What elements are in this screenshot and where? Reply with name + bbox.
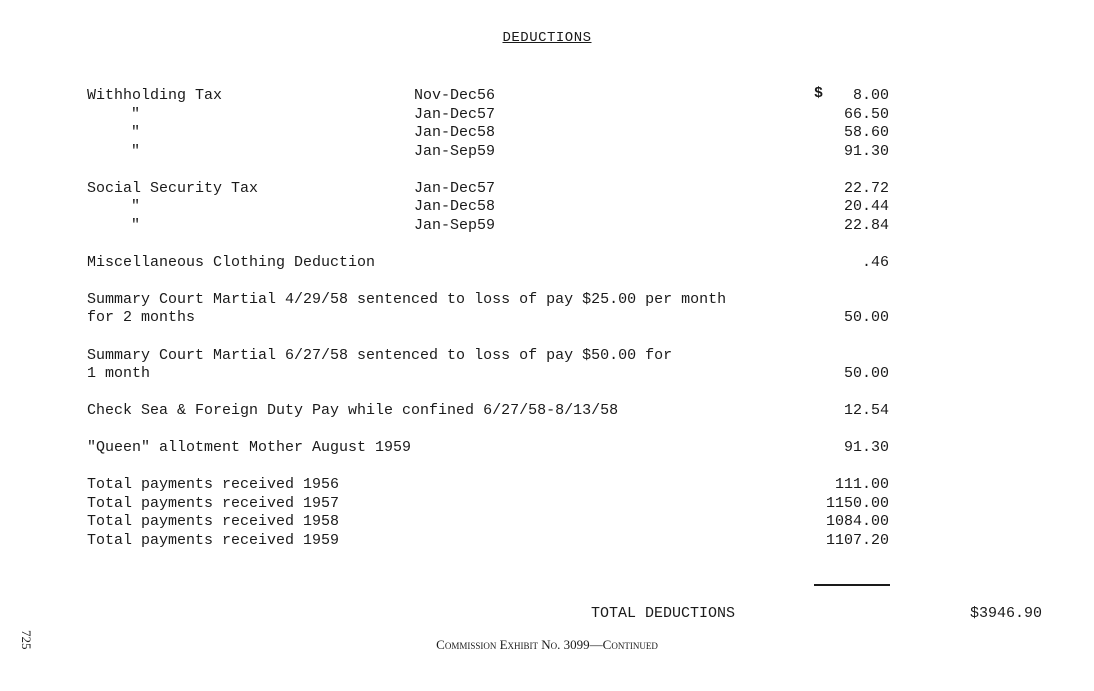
court-martial-1-line1: Summary Court Martial 4/29/58 sentenced to loss of pay $25.00 per month [87,291,727,308]
clothing-deduction-label: Miscellaneous Clothing Deduction [87,254,376,271]
dollar-sign: $ [814,85,824,102]
social-security-amount-3: 22.84 [843,217,889,234]
total-deductions-amount: $3946.90 [970,605,1043,622]
court-martial-1-amount: 50.00 [843,309,889,326]
court-martial-2-amount: 50.00 [843,365,889,382]
withholding-amount-2: 66.50 [843,106,889,123]
check-sea-amount: 12.54 [843,402,889,419]
allotment-label: "Queen" allotment Mother August 1959 [87,439,412,456]
allotment-amount: 91.30 [843,439,889,456]
ditto-mark: " [131,124,141,141]
payments-amount-1957: 1150.00 [825,495,889,512]
total-rule [814,584,890,586]
withholding-amount-3: 58.60 [843,124,889,141]
total-deductions-label: TOTAL DEDUCTIONS [591,605,736,622]
payments-label-1957: Total payments received 1957 [87,495,340,512]
ditto-mark: " [131,217,141,234]
withholding-amount-4: 91.30 [843,143,889,160]
check-sea-label: Check Sea & Foreign Duty Pay while confined 6/27/58-8/13/58 [87,402,619,419]
payments-amount-1958: 1084.00 [825,513,889,530]
withholding-period-4: Jan-Sep59 [414,143,496,160]
withholding-tax-label: Withholding Tax [87,87,223,104]
payments-label-1958: Total payments received 1958 [87,513,340,530]
social-security-period-3: Jan-Sep59 [414,217,496,234]
social-security-amount-2: 20.44 [843,198,889,215]
social-security-label: Social Security Tax [87,180,259,197]
social-security-period-1: Jan-Dec57 [414,180,496,197]
court-martial-2-line1: Summary Court Martial 6/27/58 sentenced to loss of pay $50.00 for [87,347,673,364]
withholding-amount-1: 8.00 [852,87,889,104]
payments-amount-1959: 1107.20 [825,532,889,549]
ditto-mark: " [131,198,141,215]
page-title: DEDUCTIONS [502,30,592,46]
social-security-amount-1: 22.72 [843,180,889,197]
withholding-period-3: Jan-Dec58 [414,124,496,141]
payments-label-1959: Total payments received 1959 [87,532,340,549]
social-security-period-2: Jan-Dec58 [414,198,496,215]
clothing-deduction-amount: .46 [861,254,889,271]
ditto-mark: " [131,106,141,123]
exhibit-caption: Commission Exhibit No. 3099—Continued [436,637,658,652]
ditto-mark: " [131,143,141,160]
payments-label-1956: Total payments received 1956 [87,476,340,493]
withholding-period-2: Jan-Dec57 [414,106,496,123]
withholding-period-1: Nov-Dec56 [414,87,496,104]
page-number: 725 [19,630,34,650]
court-martial-2-line2: 1 month [87,365,151,382]
payments-amount-1956: 111.00 [834,476,889,493]
court-martial-1-line2: for 2 months [87,309,196,326]
